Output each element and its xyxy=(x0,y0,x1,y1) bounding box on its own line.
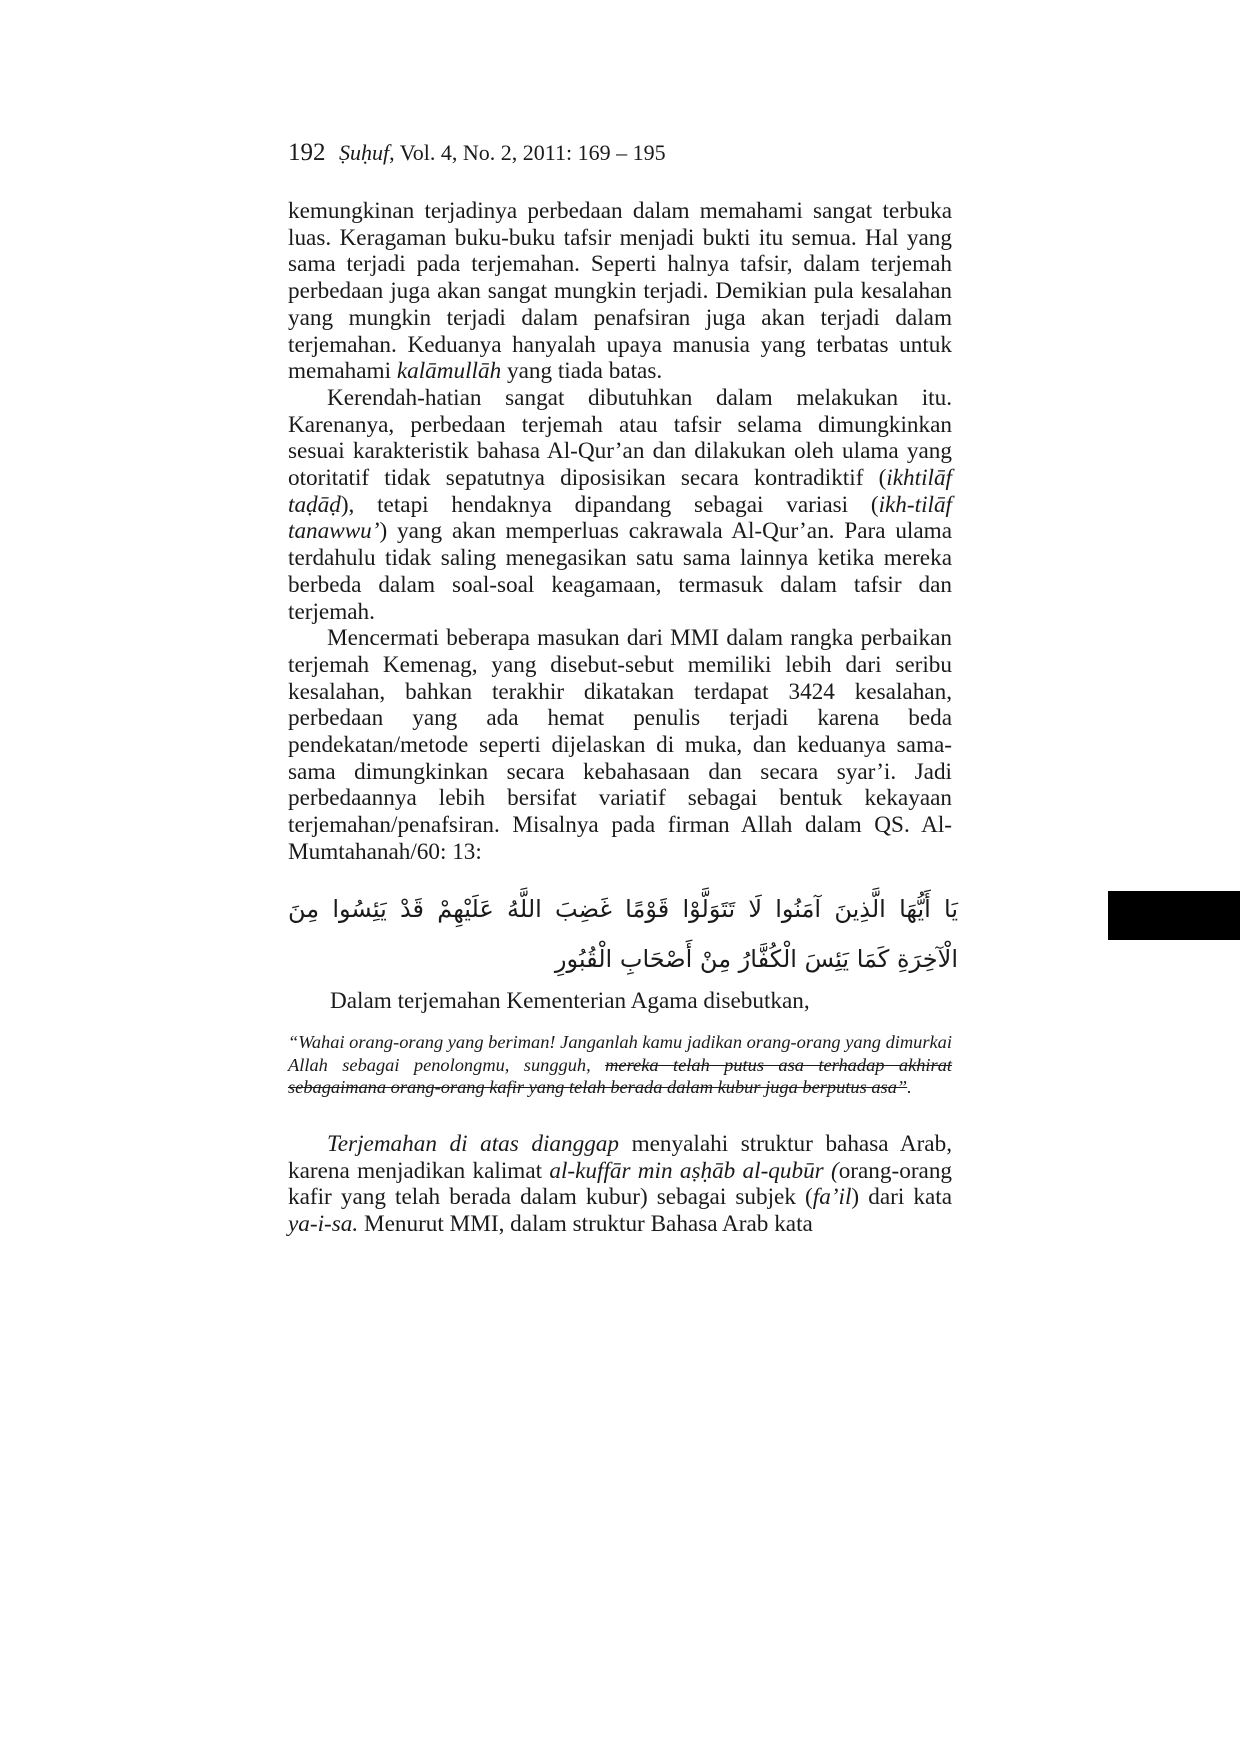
journal-citation: , Vol. 4, No. 2, 2011: 169 – 195 xyxy=(389,140,666,165)
paragraph-humility xyxy=(288,385,952,625)
quran-verse-arabic: يَا أَيُّهَا الَّذِينَ آمَنُوا لَا تَتَوَلَّوْا قَوْمًا غَضِبَ اللَّهُ عَلَيْهِمْ قَدْ يَئِسُوا مِنَ الْآخِرَةِ كَمَا يَئِسَ الْكُفَّارُ مِنْ أَصْحَابِ الْقُبُورِ xyxy=(288,895,958,973)
quote-end: . xyxy=(907,1077,912,1098)
paragraph-humility-text-3: ) yang akan memperluas cakrawala Al-Qur’an. Para ulama terdahulu tidak saling menegasikan satu sama lainnya ketika mereka berbeda dalam soal-soal keagamaan, termasuk dalam tafsir dan terjemah. xyxy=(288,518,952,625)
journal-name: Ṣuḥuf xyxy=(339,140,390,165)
kemenag-intro: Dalam terjemahan Kementerian Agama disebutkan, xyxy=(330,988,810,1014)
thumb-index-tab xyxy=(1108,891,1240,940)
paragraph-intro-end: yang tiada batas. xyxy=(501,358,663,385)
paragraph-critique xyxy=(288,1131,952,1237)
running-header xyxy=(288,138,666,168)
body-text xyxy=(288,198,952,866)
paragraph-mmi: Mencermati beberapa masukan dari MMI dalam rangka perbaikan terjemah Kemenag, yang disebut-sebut memiliki lebih dari seribu kesalahan, bahkan terakhir dikatakan terdapat 3424 kesalahan, perbedaan yang ada hemat penulis terjadi karena beda pendekatan/metode seperti dijelaskan di muka, dan keduanya sama-sama dimungkinkan secara kebahasaan dan secara syar’i. Jadi perbedaannya lebih bersifat variatif sebagai bentuk kekayaan terjemahan/penafsiran. Misalnya pada firman Allah dalam QS. Al-Mumtahanah/60: 13: xyxy=(288,625,952,865)
critique-text-1: menyalahi struktur bahasa Arab, karena menjadikan kalimat xyxy=(288,1131,952,1184)
term-ya-i-sa: ya-i-sa. xyxy=(288,1210,359,1237)
paragraph-intro xyxy=(288,198,952,385)
term-al-kuffar: al-kuffār min aṣḥāb al-qubūr ( xyxy=(549,1157,839,1184)
paragraph-humility-text-2: ), tetapi hendaknya dipandang sebagai variasi ( xyxy=(340,491,879,518)
page-number: 192 xyxy=(288,139,326,166)
discussion-text xyxy=(288,1131,952,1237)
quote-start: “Wahai orang-orang yang beriman! Janganlah kamu jadikan orang-orang yang dimurkai Allah sebagai penolongmu, sungguh, xyxy=(288,1032,952,1075)
term-fail: fa’il xyxy=(812,1184,852,1210)
term-ikhtilaf-tadad: ikhtilāf taḍāḍ xyxy=(288,465,952,518)
quote-disputed-phrase: mereka telah putus asa terhadap akhirat sebagaimana orang-orang kafir yang telah berada dalam kubur juga berputus asa” xyxy=(288,1054,952,1098)
critique-lead: Terjemahan di atas dianggap xyxy=(327,1131,619,1157)
paragraph-humility-text-1: Kerendah-hatian sangat dibutuhkan dalam melakukan itu. Karenanya, perbedaan terjemah atau tafsir selama dimungkinkan sesuai karakteristik bahasa Al-Qur’an dan dilakukan oleh ulama yang otoritatif tidak sepatutnya diposisikan secara kontradiktif ( xyxy=(288,384,952,492)
critique-text-4: Menurut MMI, dalam struktur Bahasa Arab kata xyxy=(358,1210,813,1237)
kemenag-translation-quote xyxy=(288,1031,952,1099)
term-kalamullah: kalāmullāh xyxy=(396,358,502,385)
paragraph-intro-text: kemungkinan terjadinya perbedaan dalam memahami sangat terbuka luas. Keragaman buku-buku tafsir menjadi bukti itu semua. Hal yang sama terjadi pada terjemahan. Seperti halnya tafsir, dalam terjemah perbedaan juga akan sangat mungkin terjadi. Demikian pula kesalahan yang mungkin terjadi dalam penafsiran juga akan terjadi dalam terjemahan. Keduanya hanyalah upaya manusia yang terbatas untuk memahami xyxy=(288,198,952,385)
term-ikhtilaf-tanawwu: ikh-tilāf tanawwu’ xyxy=(288,491,952,545)
critique-text-2: orang-orang kafir yang telah berada dalam kubur) sebagai subjek ( xyxy=(288,1157,953,1210)
critique-text-3: ) dari kata xyxy=(851,1184,953,1210)
